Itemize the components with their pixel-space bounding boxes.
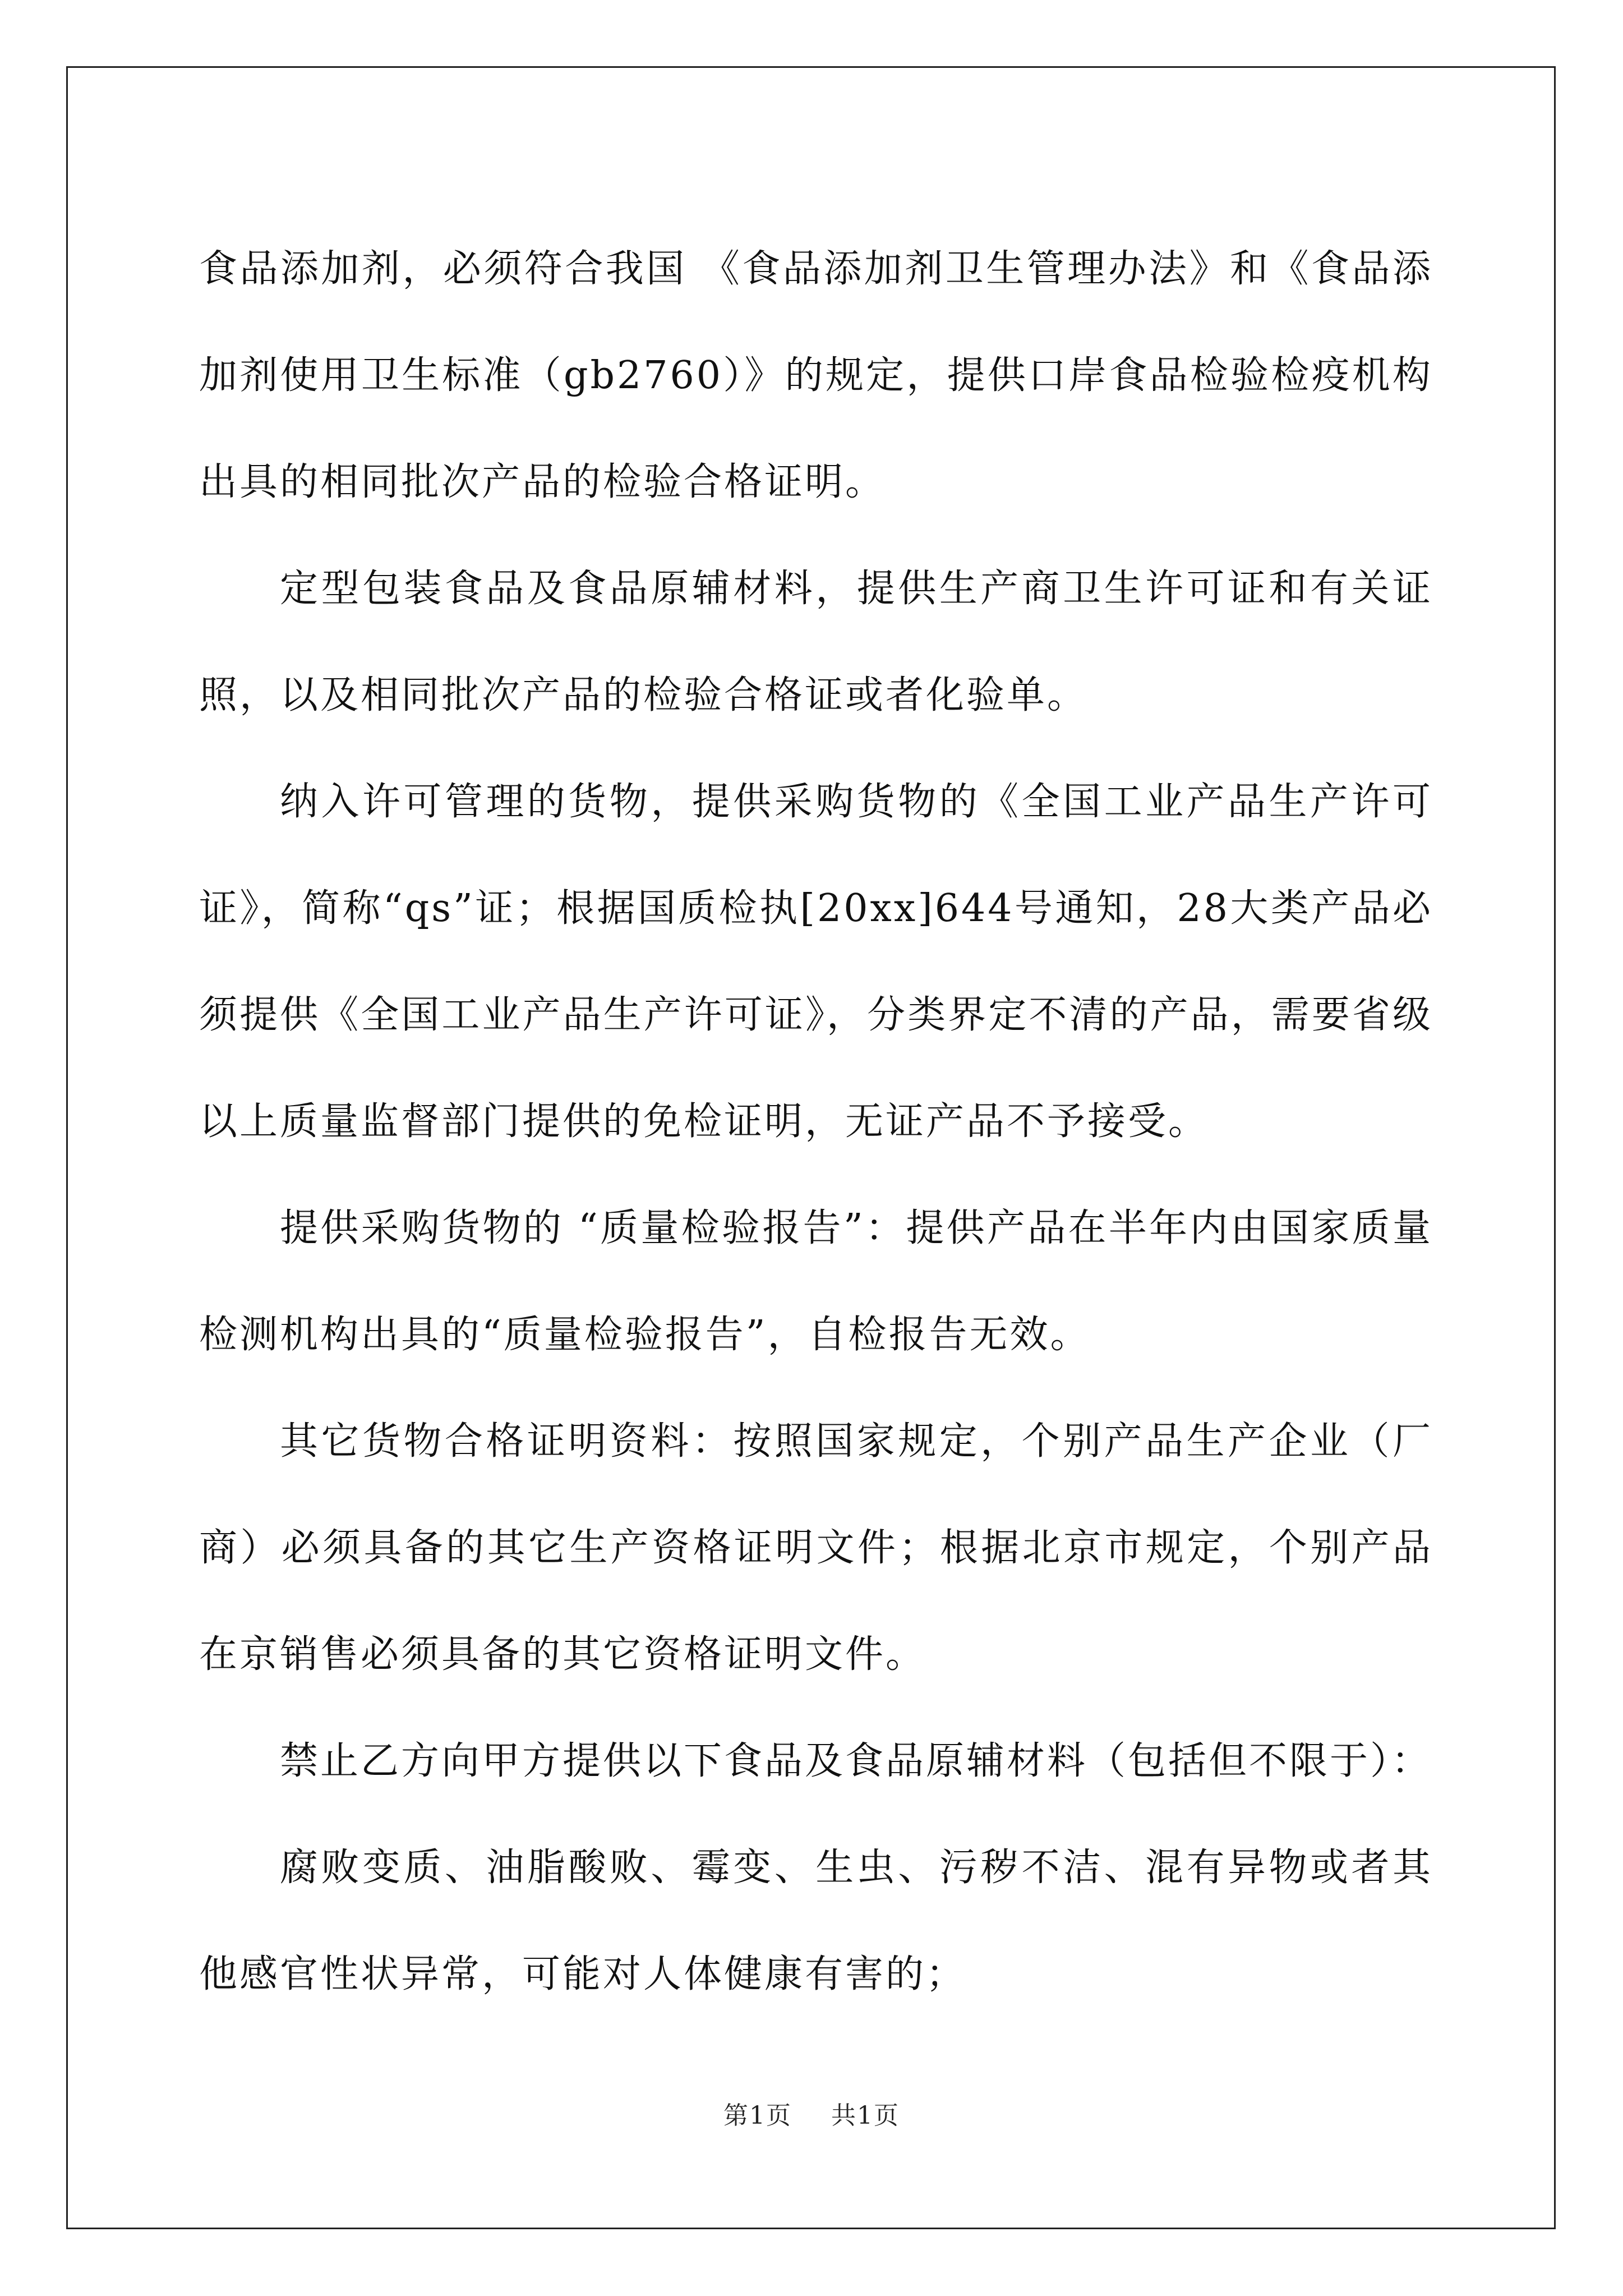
- paragraph-other-certificates: 其它货物合格证明资料：按照国家规定，个别产品生产企业（厂商）必须具备的其它生产资格证明文件；根据北京市规定，个别产品在京销售必须具备的其它资格证明文件。: [199, 1419, 1433, 1677]
- document-body: [199, 216, 1433, 2028]
- page-footer: [0, 2095, 1623, 2131]
- paragraph-license-goods: 纳入许可管理的货物，提供采购货物的《全国工业产品生产许可证》，简称“qs”证；根据国质检执[20xx]644号通知，28大类产品必须提供《全国工业产品生产许可证》，分类界定不清的产品，需要省级以上质量监督部门提供的免检证明，无证产品不予接受。: [199, 780, 1433, 1144]
- paragraph-prohibited-spoiled: 腐败变质、油脂酸败、霉变、生虫、污秽不洁、混有异物或者其他感官性状异常，可能对人体健康有害的；: [199, 1846, 1433, 1996]
- paragraph-packaged-food: 定型包装食品及食品原辅材料，提供生产商卫生许可证和有关证照，以及相同批次产品的检验合格证或者化验单。: [199, 567, 1433, 717]
- paragraph-food-additives: 食品添加剂，必须符合我国 《食品添加剂卫生管理办法》和《食品添加剂使用卫生标准（gb2760）》的规定，提供口岸食品检验检疫机构出具的相同批次产品的检验合格证明。: [199, 247, 1433, 504]
- paragraph-quality-report: 提供采购货物的 “质量检验报告”：提供产品在半年内由国家质量检测机构出具的“质量检验报告”，自检报告无效。: [199, 1206, 1433, 1357]
- page-number-current: 第1页: [723, 2101, 792, 2130]
- page-number-total: 共1页: [831, 2101, 900, 2130]
- paragraph-prohibited-intro: 禁止乙方向甲方提供以下食品及食品原辅材料（包括但不限于）：: [280, 1739, 1432, 1783]
